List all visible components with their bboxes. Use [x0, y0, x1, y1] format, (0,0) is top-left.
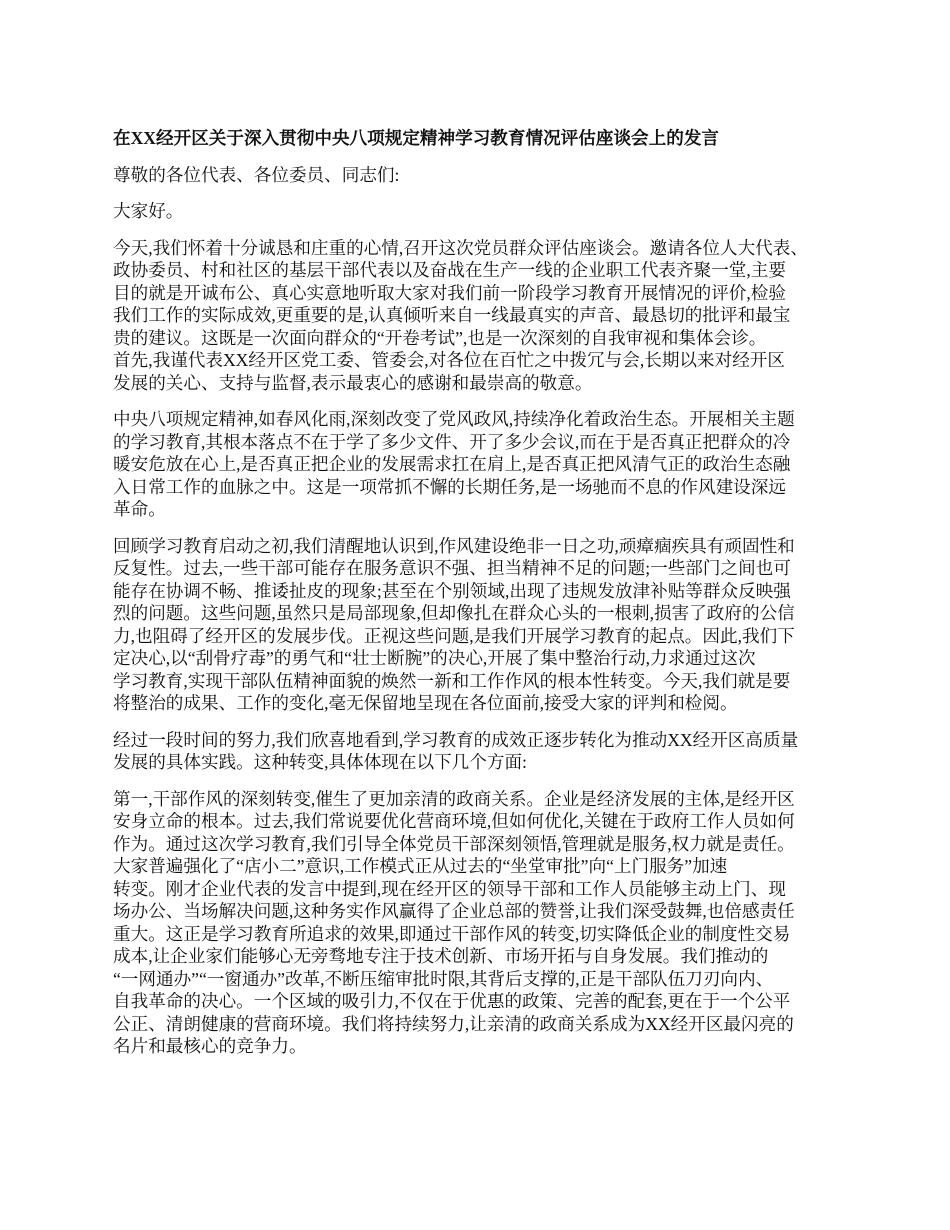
paragraph-line: 力,也阻碍了经开区的发展步伐。正视这些问题,是我们开展学习教育的起点。因此,我们下 [113, 625, 795, 646]
paragraph-line: 作为。通过这次学习教育,我们引导全体党员干部深刻领悟,管理就是服务,权力就是责任。 [113, 833, 795, 854]
paragraph [113, 535, 853, 715]
paragraph-line: 公正、清朗健康的营商环境。我们将持续努力,让亲清的政商关系成为XX经开区最闪亮的 [113, 1013, 794, 1034]
paragraph-line: 重大。这正是学习教育所追求的效果,即通过干部作风的转变,切实降低企业的制度性交易 [113, 923, 791, 944]
document-title: 在XX经开区关于深入贯彻中央八项规定精神学习教育情况评估座谈会上的发言 [113, 128, 720, 148]
paragraph-line: 成本,让企业家们能够心无旁骛地专注于技术创新、市场开拓与自身发展。我们推动的 [113, 946, 769, 966]
paragraph-line: “一网通办”“一窗通办”改革,不断压缩审批时限,其背后支撑的,正是干部队伍刀刃向内、 [113, 968, 774, 989]
paragraph [113, 788, 853, 1058]
paragraphs [113, 164, 853, 1058]
paragraph-line: 贵的建议。这既是一次面向群众的“开卷考试”,也是一次深刻的自我审视和集体会诊。 [113, 327, 767, 348]
paragraph-line: 安身立命的根本。过去,我们常说要优化营商环境,但如何优化,关键在于政府工作人员如何 [113, 811, 795, 831]
paragraph-line: 暖安危放在心上,是否真正把企业的发展需求扛在肩上,是否真正把风清气正的政治生态融 [113, 454, 791, 474]
paragraph [113, 200, 853, 223]
paragraph-line: 中央八项规定精神,如春风化雨,深刻改变了党风政风,持续净化着政治生态。开展相关主题 [113, 409, 795, 429]
paragraph-line: 能存在协调不畅、推诿扯皮的现象;甚至在个别领域,出现了违规发放津补贴等群众反映强 [113, 580, 791, 601]
paragraph-line: 大家普遍强化了“店小二”意识,工作模式正从过去的“坐堂审批”向“上门服务”加速 [113, 856, 728, 876]
paragraph-line: 政协委员、村和社区的基层干部代表以及奋战在生产一线的企业职工代表齐聚一堂,主要 [113, 260, 786, 280]
paragraph-line: 回顾学习教育启动之初,我们清醒地认识到,作风建设绝非一日之功,顽瘴痼疾具有顽固性和 [113, 535, 795, 556]
paragraph-line: 发展的具体实践。这种转变,具体体现在以下几个方面: [113, 752, 527, 772]
paragraph-line: 将整治的成果、工作的变化,毫无保留地呈现在各位面前,接受大家的评判和检阅。 [113, 693, 738, 713]
paragraph [113, 237, 853, 395]
paragraph-line: 革命。 [113, 499, 166, 519]
paragraph-line: 名片和最核心的竞争力。 [113, 1036, 307, 1056]
paragraph-line: 场办公、当场解决问题,这种务实作风赢得了企业总部的赞誉,让我们深受鼓舞,也倍感责任 [113, 901, 795, 921]
paragraph-line: 尊敬的各位代表、各位委员、同志们: [113, 164, 400, 185]
paragraph-line: 发展的关心、支持与监督,表示最衷心的感谢和最崇高的敬意。 [113, 372, 593, 393]
paragraph-line: 目的就是开诚布公、真心实意地听取大家对我们前一阶段学习教育开展情况的评价,检验 [113, 282, 786, 303]
paragraph-line: 的学习教育,其根本落点不在于学了多少文件、开了多少会议,而在于是否真正把群众的冷 [113, 431, 791, 452]
paragraph [113, 164, 853, 187]
paragraph [113, 408, 853, 521]
paragraph-line: 反复性。过去,一些干部可能存在服务意识不强、担当精神不足的问题;一些部门之间也可 [113, 558, 791, 578]
paragraph [113, 729, 853, 774]
paragraph-line: 学习教育,实现干部队伍精神面貌的焕然一新和工作作风的根本性转变。今天,我们就是要 [113, 670, 791, 691]
paragraph-line: 第一,干部作风的深刻转变,催生了更加亲清的政商关系。企业是经济发展的主体,是经开区 [113, 788, 795, 809]
paragraph-line: 自我革命的决心。一个区域的吸引力,不仅在于优惠的政策、完善的配套,更在于一个公平 [113, 991, 791, 1011]
paragraph-line: 经过一段时间的努力,我们欣喜地看到,学习教育的成效正逐步转化为推动XX经开区高质量 [113, 729, 799, 750]
paragraph-line: 今天,我们怀着十分诚恳和庄重的心情,召开这次党员群众评估座谈会。邀请各位人大代表、 [113, 237, 808, 258]
paragraph-line: 入日常工作的血脉之中。这是一项常抓不懈的长期任务,是一场驰而不息的作风建设深远 [113, 476, 786, 497]
paragraph-line: 我们工作的实际成效,更重要的是,认真倾听来自一线最真实的声音、最恳切的批评和最宝 [113, 305, 791, 325]
paragraph-line: 首先,我谨代表XX经开区党工委、管委会,对各位在百忙之中拨冗与会,长期以来对经开区 [113, 350, 785, 370]
paragraph-line: 定决心,以“刮骨疗毒”的勇气和“壮士断腕”的决心,开展了集中整治行动,力求通过这次 [113, 648, 756, 668]
document-body [113, 127, 853, 1072]
paragraph-line: 烈的问题。这些问题,虽然只是局部现象,但却像扎在群众心头的一根刺,损害了政府的公信 [113, 603, 795, 623]
paragraph-line: 转变。刚才企业代表的发言中提到,现在经开区的领导干部和工作人员能够主动上门、现 [113, 878, 786, 899]
paragraph-line: 大家好。 [113, 201, 184, 221]
